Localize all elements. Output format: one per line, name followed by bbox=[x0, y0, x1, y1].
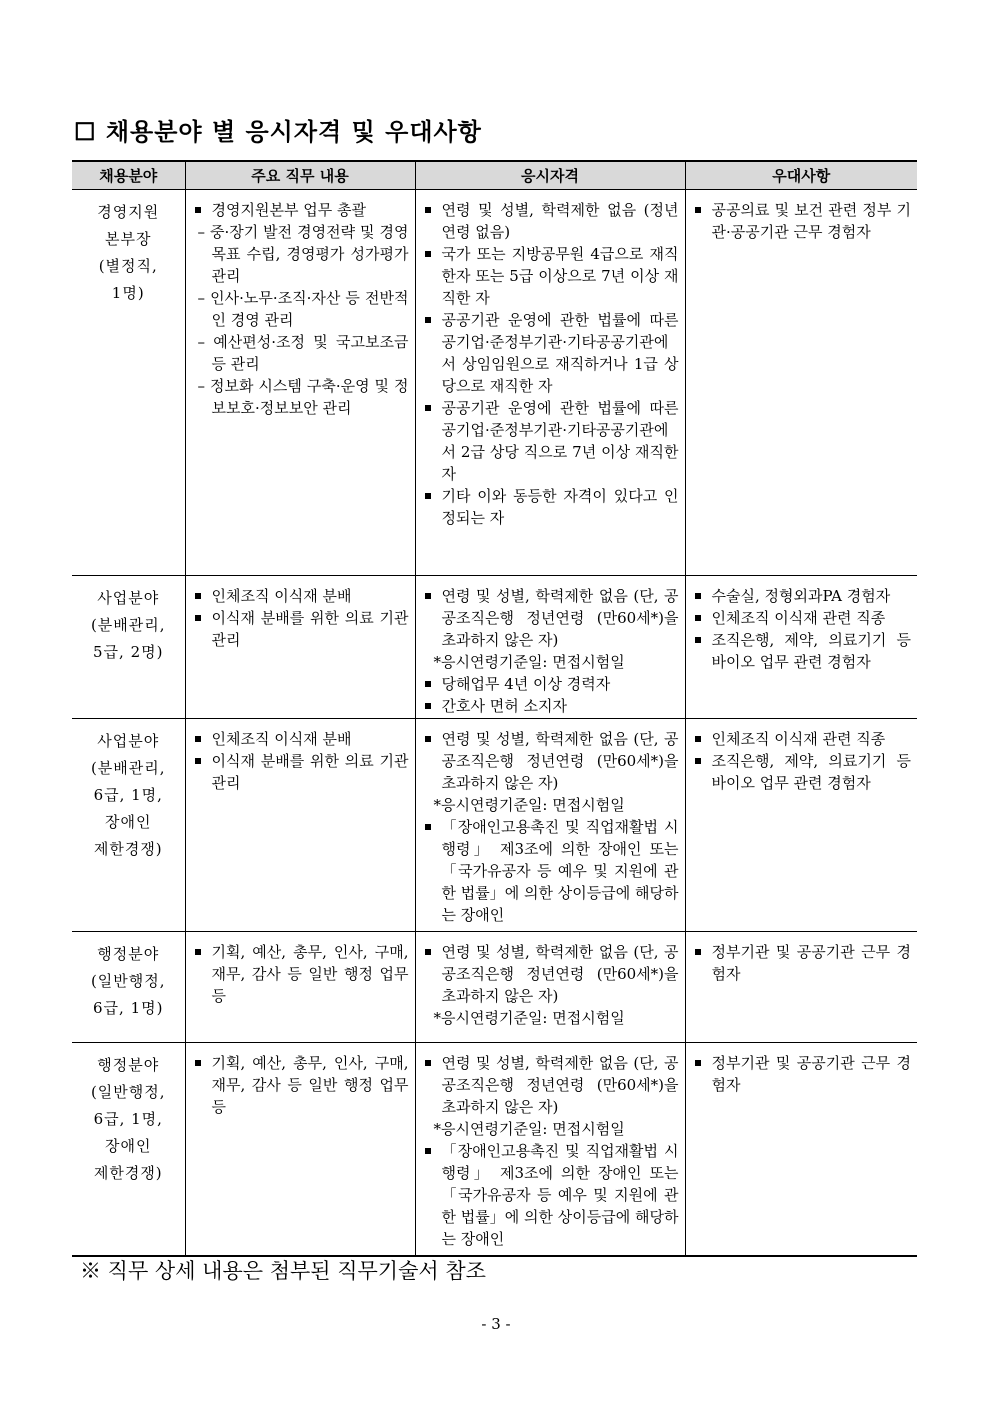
note-item: *응시연령기준일: 면접시험일 bbox=[433, 1120, 625, 1138]
list-item: 조직은행, 제약, 의료기기 등 바이오 업무 관련 경험자 bbox=[692, 629, 912, 673]
duties-cell bbox=[185, 719, 415, 932]
table-row bbox=[72, 932, 917, 1043]
duties-list bbox=[192, 585, 409, 651]
recruit-field-cell bbox=[72, 190, 185, 576]
list-item: 연령 및 성별, 학력제한 없음 (정년연령 없음) bbox=[422, 199, 679, 243]
page-title: ☐ 채용분야 별 응시자격 및 우대사항 bbox=[74, 117, 482, 146]
list-item: 간호사 면허 소지자 bbox=[422, 695, 679, 717]
recruit-field-line: 행정분야 bbox=[97, 945, 160, 963]
table-header-row bbox=[72, 161, 917, 190]
duties-list bbox=[192, 728, 409, 794]
list-item: 이식재 분배를 위한 의료 기관 관리 bbox=[192, 750, 409, 794]
recruit-field-line: 경영지원 bbox=[97, 203, 160, 221]
header-preferences: 우대사항 bbox=[685, 161, 917, 190]
duties-list bbox=[192, 199, 409, 419]
table-row bbox=[72, 719, 917, 932]
recruit-field-cell bbox=[72, 932, 185, 1043]
qualifications-cell bbox=[415, 576, 685, 719]
list-item: 인체조직 이식재 관련 직종 bbox=[692, 607, 912, 629]
header-field: 채용분야 bbox=[72, 161, 185, 190]
recruit-field-line: 장애인 bbox=[105, 1137, 152, 1155]
list-item: 인체조직 이식재 분배 bbox=[192, 585, 409, 607]
recruit-field-line: 6급, 1명, bbox=[93, 786, 163, 804]
qualifications-cell bbox=[415, 932, 685, 1043]
recruit-field-cell bbox=[72, 719, 185, 932]
list-item: 이식재 분배를 위한 의료 기관 관리 bbox=[192, 607, 409, 651]
preferences-list bbox=[692, 1052, 912, 1096]
preferences-cell bbox=[685, 719, 917, 932]
qualifications-list bbox=[422, 199, 679, 529]
note-item: *응시연령기준일: 면접시험일 bbox=[433, 653, 625, 671]
qualifications-list bbox=[422, 728, 679, 926]
recruit-field-line: 행정분야 bbox=[97, 1056, 160, 1074]
preferences-cell bbox=[685, 1043, 917, 1256]
qualifications-cell bbox=[415, 190, 685, 576]
list-item: 연령 및 성별, 학력제한 없음 (단, 공공조직은행 정년연령 (만60세*)을 초과하지 않은 자) bbox=[422, 1052, 679, 1118]
recruit-field-line: 제한경쟁) bbox=[93, 840, 163, 858]
duties-list bbox=[192, 1052, 409, 1118]
list-item: 연령 및 성별, 학력제한 없음 (단, 공공조직은행 정년연령 (만60세*)을 초과하지 않은 자) bbox=[422, 941, 679, 1007]
list-item: 당해업무 4년 이상 경력자 bbox=[422, 673, 679, 695]
recruit-field-line: (분배관리, bbox=[90, 759, 166, 777]
preferences-cell bbox=[685, 576, 917, 719]
footnote: ※ 직무 상세 내용은 첨부된 직무기술서 참조 bbox=[80, 1259, 486, 1283]
preferences-list bbox=[692, 941, 912, 985]
list-item: 공공기관 운영에 관한 법률에 따른 공기업·준정부기관·기타공공기관에서 상임임원으로 재직하거나 1급 상당으로 재직한 자 bbox=[422, 309, 679, 397]
list-item: 국가 또는 지방공무원 4급으로 재직한자 또는 5급 이상으로 7년 이상 재직한 자 bbox=[422, 243, 679, 309]
list-item: 기타 이와 동등한 자격이 있다고 인정되는 자 bbox=[422, 485, 679, 529]
recruit-field-line: 6급, 1명, bbox=[93, 1110, 163, 1128]
qualifications-list bbox=[422, 1052, 679, 1250]
recruit-field-line: 장애인 bbox=[105, 813, 152, 831]
preferences-list bbox=[692, 728, 912, 794]
table-row bbox=[72, 1043, 917, 1256]
qualifications-cell bbox=[415, 1043, 685, 1256]
recruit-field-line: (분배관리, bbox=[90, 616, 166, 634]
table-row bbox=[72, 576, 917, 719]
recruit-field-cell bbox=[72, 1043, 185, 1256]
duties-cell bbox=[185, 932, 415, 1043]
list-item: 정부기관 및 공공기관 근무 경험자 bbox=[692, 1052, 912, 1096]
recruit-field-line: (일반행정, bbox=[90, 972, 166, 990]
list-item: – 중·장기 발전 경영전략 및 경영목표 수립, 경영평가 성가평가 관리 bbox=[197, 223, 409, 285]
recruit-field-line: 1명) bbox=[111, 284, 145, 302]
note-item: *응시연령기준일: 면접시험일 bbox=[433, 796, 625, 814]
list-item: 기획, 예산, 총무, 인사, 구매, 재무, 감사 등 일반 행정 업무 등 bbox=[192, 941, 409, 1007]
qualifications-list bbox=[422, 941, 679, 1029]
recruit-field-line: 사업분야 bbox=[97, 732, 160, 750]
preferences-cell bbox=[685, 932, 917, 1043]
duties-cell bbox=[185, 1043, 415, 1256]
list-item: – 예산편성·조정 및 국고보조금 등 관리 bbox=[197, 333, 409, 373]
recruit-field-line: (별정직, bbox=[98, 257, 158, 275]
preferences-cell bbox=[685, 190, 917, 576]
recruitment-table bbox=[72, 160, 917, 1257]
preferences-list bbox=[692, 585, 912, 673]
recruit-field-line: (일반행정, bbox=[90, 1083, 166, 1101]
list-item: 공공기관 운영에 관한 법률에 따른 공기업·준정부기관·기타공공기관에서 2급 상당 직으로 7년 이상 재직한 자 bbox=[422, 397, 679, 485]
recruit-field-cell bbox=[72, 576, 185, 719]
list-item: 연령 및 성별, 학력제한 없음 (단, 공공조직은행 정년연령 (만60세*)을 초과하지 않은 자) bbox=[422, 728, 679, 794]
list-item: 수술실, 정형외과PA 경험자 bbox=[692, 585, 912, 607]
page-number: - 3 - bbox=[481, 1315, 511, 1333]
recruit-field-line: 제한경쟁) bbox=[93, 1164, 163, 1182]
header-qualifications: 응시자격 bbox=[415, 161, 685, 190]
duties-list bbox=[192, 941, 409, 1007]
list-item: 정부기관 및 공공기관 근무 경험자 bbox=[692, 941, 912, 985]
recruit-field-line: 6급, 1명) bbox=[93, 999, 164, 1017]
list-item: 공공의료 및 보건 관련 정부 기관·공공기관 근무 경험자 bbox=[692, 199, 912, 243]
list-item: 인체조직 이식재 분배 bbox=[192, 728, 409, 750]
list-item: 인체조직 이식재 관련 직종 bbox=[692, 728, 912, 750]
recruit-field-line: 사업분야 bbox=[97, 589, 160, 607]
list-item: – 인사·노무·조직·자산 등 전반적인 경영 관리 bbox=[197, 289, 409, 329]
list-item: 조직은행, 제약, 의료기기 등 바이오 업무 관련 경험자 bbox=[692, 750, 912, 794]
list-item: 연령 및 성별, 학력제한 없음 (단, 공공조직은행 정년연령 (만60세*)을 초과하지 않은 자) bbox=[422, 585, 679, 651]
list-item: 「장애인고용촉진 및 직업재활법 시행령」 제3조에 의한 장애인 또는 「국가유공자 등 예우 및 지원에 관한 법률」에 의한 상이등급에 해당하는 장애인 bbox=[422, 816, 679, 926]
recruit-field-line: 본부장 bbox=[105, 230, 152, 248]
list-item: – 정보화 시스템 구축·운영 및 정보보호·정보보안 관리 bbox=[197, 377, 409, 417]
preferences-list bbox=[692, 199, 912, 243]
list-item: 경영지원본부 업무 총괄 bbox=[192, 199, 409, 221]
list-item: 「장애인고용촉진 및 직업재활법 시행령」 제3조에 의한 장애인 또는 「국가유공자 등 예우 및 지원에 관한 법률」에 의한 상이등급에 해당하는 장애인 bbox=[422, 1140, 679, 1250]
qualifications-list bbox=[422, 585, 679, 717]
list-item: 기획, 예산, 총무, 인사, 구매, 재무, 감사 등 일반 행정 업무 등 bbox=[192, 1052, 409, 1118]
duties-cell bbox=[185, 190, 415, 576]
recruit-field-line: 5급, 2명) bbox=[93, 643, 164, 661]
duties-cell bbox=[185, 576, 415, 719]
header-duties: 주요 직무 내용 bbox=[185, 161, 415, 190]
table-row bbox=[72, 190, 917, 576]
note-item: *응시연령기준일: 면접시험일 bbox=[433, 1009, 625, 1027]
qualifications-cell bbox=[415, 719, 685, 932]
